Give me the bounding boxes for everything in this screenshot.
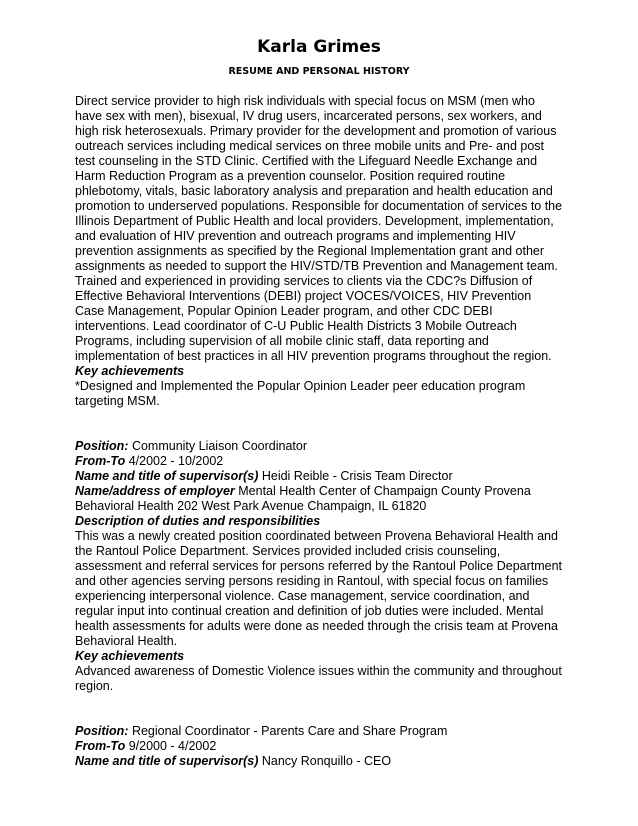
- intro-line: interventions. Lead coordinator of C-U Public Health Districts 3 Mobile Outreach: [75, 319, 517, 333]
- job1-position-value: Community Liaison Coordinator: [128, 439, 308, 453]
- job1-duties-line: Behavioral Health.: [75, 634, 178, 648]
- job1-achievement-line: region.: [75, 679, 114, 693]
- job1-achievements: [75, 664, 567, 694]
- intro-achievement-line: targeting MSM.: [75, 394, 160, 408]
- job-entry-2: [75, 724, 567, 769]
- job1-fromto-value: 4/2002 - 10/2002: [125, 454, 224, 468]
- job2-position-label: Position:: [75, 724, 129, 738]
- intro-line: Direct service provider to high risk individuals with special focus on MSM (men who: [75, 94, 535, 108]
- intro-line: and evaluation of HIV prevention and outreach programs and implementing HIV: [75, 229, 516, 243]
- job2-fromto-label: From-To: [75, 739, 126, 753]
- job2-fromto-value: 9/2000 - 4/2002: [125, 739, 217, 753]
- job1-supervisor-value: Heidi Reible - Crisis Team Director: [258, 469, 453, 483]
- intro-line: have sex with men), bisexual, IV drug users, incarcerated persons, sex workers, and: [75, 109, 542, 123]
- job1-position-label: Position:: [75, 439, 129, 453]
- job-entry-1: [75, 439, 567, 694]
- intro-line: implementation of best practices in all HIV prevention programs throughout the region.: [75, 349, 552, 363]
- job1-achievement-line: Advanced awareness of Domestic Violence issues within the community and throughout: [75, 664, 562, 678]
- job2-position-value: Regional Coordinator - Parents Care and Share Program: [128, 724, 448, 738]
- job1-duties-label: Description of duties and responsibilities: [75, 514, 321, 528]
- intro-line: phlebotomy, vitals, basic laboratory analysis and preparation and health education and: [75, 184, 553, 198]
- intro-line: Harm Reduction Program as a prevention counselor. Position required routine: [75, 169, 506, 183]
- resume-body: [75, 94, 567, 769]
- job1-duties-line: and other agencies serving persons residing in Rantoul, with special focus on families: [75, 574, 549, 588]
- job1-achievements-label: Key achievements: [75, 649, 185, 663]
- intro-line: promotion to underserved populations. Responsible for documentation of services to the: [75, 199, 563, 213]
- resume-subtitle: RESUME AND PERSONAL HISTORY: [228, 66, 410, 77]
- intro-line: test counseling in the STD Clinic. Certified with the Lifeguard Needle Exchange and: [75, 154, 538, 168]
- job1-employer-address: Behavioral Health 202 West Park Avenue Champaign, IL 61820: [75, 499, 427, 513]
- resume-name: Karla Grimes: [257, 37, 381, 57]
- job1-duties: [75, 529, 567, 649]
- job1-employer-row: [75, 484, 567, 499]
- job1-fromto-label: From-To: [75, 454, 126, 468]
- job1-duties-line: health assessments for adults were done as needed through the crisis team at Provena: [75, 619, 558, 633]
- job1-supervisor-label: Name and title of supervisor(s): [75, 469, 259, 483]
- intro-line: prevention assignments as specified by the Regional Implementation grant and other: [75, 244, 545, 258]
- intro-achievements-label: Key achievements: [75, 364, 185, 378]
- intro-line: high risk heterosexuals. Primary provider for the development and promotion of various: [75, 124, 557, 138]
- job2-position-row: [75, 724, 567, 739]
- job1-duties-line: experiencing interpersonal violence. Case management, service coordination, and: [75, 589, 530, 603]
- job1-employer-label: Name/address of employer: [75, 484, 235, 498]
- job1-supervisor-row: [75, 469, 567, 484]
- intro-line: assignments as needed to support the HIV/STD/TB Prevention and Management team.: [75, 259, 558, 273]
- job1-employer-value: Mental Health Center of Champaign County Provena: [234, 484, 531, 498]
- job1-duties-line: assessment and referral services for persons referred by the Rantoul Police Department: [75, 559, 563, 573]
- job2-fromto-row: [75, 739, 567, 754]
- section-gap: [75, 694, 567, 724]
- job2-supervisor-row: [75, 754, 567, 769]
- intro-achievements: [75, 379, 567, 409]
- intro-line: Effective Behavioral Interventions (DEBI) project VOCES/VOICES, HIV Prevention: [75, 289, 532, 303]
- intro-line: Programs, including supervision of all mobile clinic staff, data reporting and: [75, 334, 489, 348]
- job1-duties-line: the Rantoul Police Department. Services provided included crisis counseling,: [75, 544, 501, 558]
- intro-paragraph: [75, 94, 567, 364]
- intro-line: outreach services including medical services on three mobile units and Pre- and post: [75, 139, 544, 153]
- intro-achievement-line: *Designed and Implemented the Popular Opinion Leader peer education program: [75, 379, 526, 393]
- job1-position-row: [75, 439, 567, 454]
- section-gap: [75, 409, 567, 439]
- intro-line: Trained and experienced in providing services to clients via the CDC?s Diffusion of: [75, 274, 533, 288]
- job2-supervisor-label: Name and title of supervisor(s): [75, 754, 259, 768]
- intro-line: Case Management, Popular Opinion Leader program, and other CDC DEBI: [75, 304, 493, 318]
- job1-duties-line: regular input into continual creation and definition of job duties were included. Mental: [75, 604, 544, 618]
- job2-supervisor-value: Nancy Ronquillo - CEO: [258, 754, 392, 768]
- job1-duties-line: This was a newly created position coordinated between Provena Behavioral Health and: [75, 529, 558, 543]
- job1-fromto-row: [75, 454, 567, 469]
- intro-line: Illinois Department of Public Health and local providers. Development, implementation,: [75, 214, 554, 228]
